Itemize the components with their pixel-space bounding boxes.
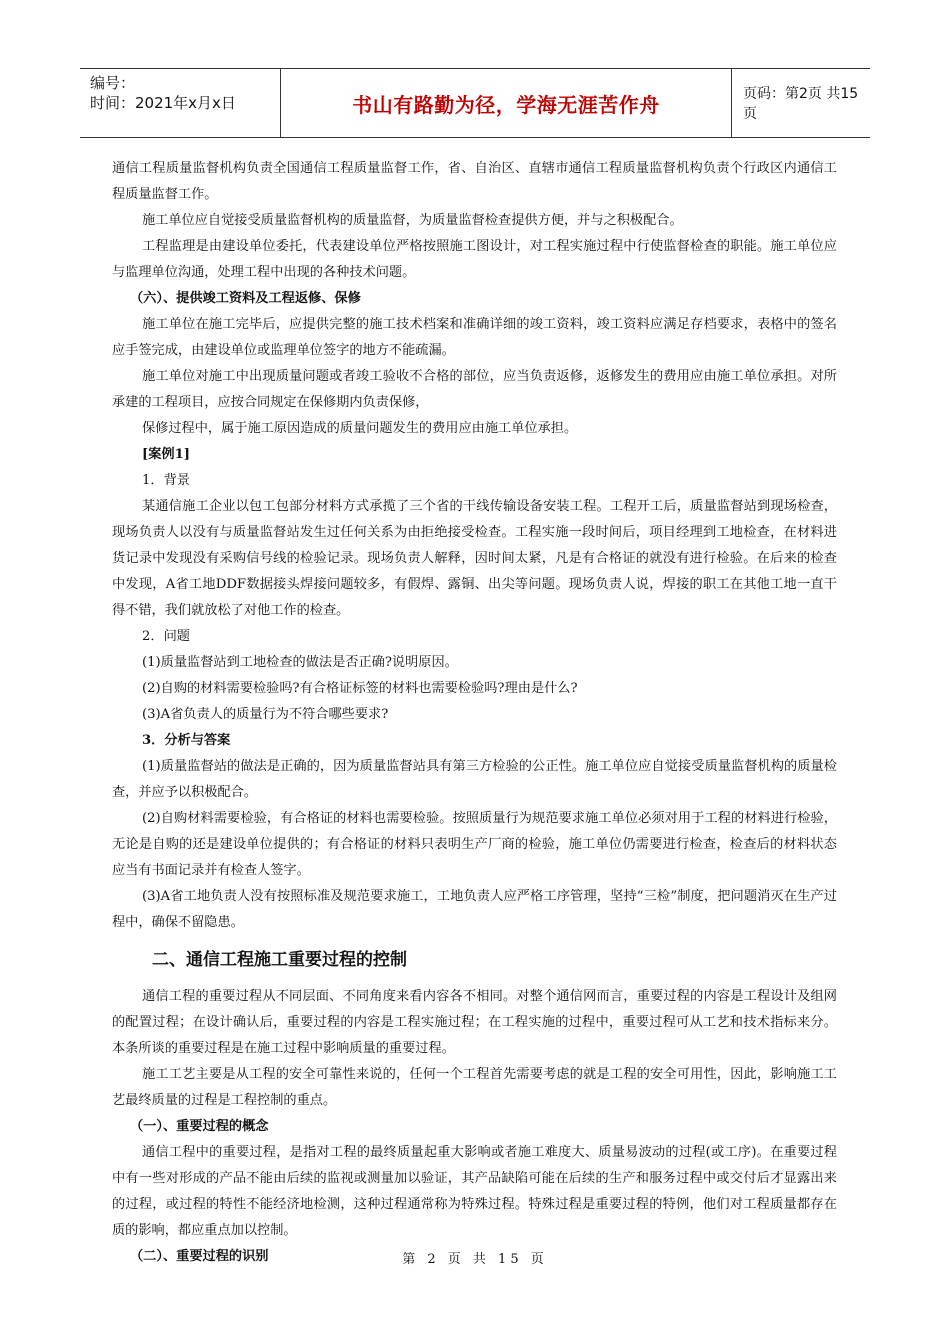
answer-title: 3．分析与答案 — [142, 733, 231, 748]
footer-page-number: 第 2 页 共 15 页 — [402, 1252, 548, 1267]
document-header — [80, 68, 870, 138]
subheading-6: （六）、提供竣工资料及工程返修、保修 — [130, 291, 361, 306]
section-title: 二、通信工程施工重要过程的控制 — [152, 950, 407, 970]
header-motto: 书山有路勤为径，学海无涯苦作舟 — [352, 92, 660, 117]
background-title: 1．背景 — [142, 473, 190, 488]
paragraph: 施工工艺主要是从工程的安全可靠性来说的，任何一个工程首先需要考虑的就是工程的安全可用性，因此，影响施工工艺最终质量的过程是工程控制的重点。 — [112, 1067, 837, 1108]
question-item: (1)质量监督站到工地检查的做法是否正确?说明原因。 — [142, 655, 458, 670]
paragraph: 工程监理是由建设单位委托，代表建设单位严格按照施工图设计，对工程实施过程中行使监督检查的职能。施工单位应与监理单位沟通，处理工程中出现的各种技术问题。 — [112, 239, 837, 280]
paragraph: 通信工程的重要过程从不同层面、不同角度来看内容各不相同。对整个通信网而言，重要过程的内容是工程设计及组网的配置过程；在设计确认后，重要过程的内容是工程实施过程；在工程实施的过程中，重要过程可从工艺和技术指标来分。本条所谈的重要过程是在施工过程中影响质量的重要过程。 — [112, 989, 837, 1056]
paragraph: 通信工程中的重要过程，是指对工程的最终质量起重大影响或者施工难度大、质量易波动的过程(或工序)。在重要过程中有一些对形成的产品不能由后续的监视或测量加以验证，其产品缺陷可能在后续的生产和服务过程中或交付后才显露出来的过程，或过程的特性不能经济地检测，这种过程通常称为特殊过程。特殊过程是重要过程的特例，他们对工程质量都存在质的影响，都应重点加以控制。 — [112, 1145, 837, 1238]
answer-item: (2)自购材料需要检验，有合格证的材料也需要检验。按照质量行为规范要求施工单位必须对用于工程的材料进行检验，无论是自购的还是建设单位提供的；有合格证的材料只表明生产厂商的检验，施工单位仍需要进行检查，检查后的材料状态应当有书面记录并有检查人签字。 — [112, 811, 837, 878]
question-item: (3)A省负责人的质量行为不符合哪些要求? — [142, 707, 389, 722]
paragraph: 施工单位对施工中出现质量问题或者竣工验收不合格的部位，应当负责返修，返修发生的费用应由施工单位承担。对所承建的工程项目，应按合同规定在保修期内负责保修， — [112, 369, 837, 410]
subheading-1: （一）、重要过程的概念 — [130, 1119, 269, 1134]
page-footer — [0, 1248, 950, 1267]
header-page-info: 页码：第2页 共15页 — [743, 86, 859, 122]
paragraph: 施工单位应自觉接受质量监督机构的质量监督，为质量监督检查提供方便，并与之积极配合。 — [142, 213, 683, 228]
paragraph: 施工单位在施工完毕后，应提供完整的施工技术档案和准确详细的竣工资料，竣工资料应满足存档要求，表格中的签名应手签完成，由建设单位或监理单位签字的地方不能疏漏。 — [112, 317, 837, 358]
paragraph: 通信工程质量监督机构负责全国通信工程质量监督工作，省、自治区、直辖市通信工程质量监督机构负责个行政区内通信工程质量监督工作。 — [112, 161, 837, 202]
paragraph: 保修过程中，属于施工原因造成的质量问题发生的费用应由施工单位承担。 — [142, 421, 578, 436]
question-title: 2．问题 — [142, 629, 190, 644]
paragraph: 某通信施工企业以包工包部分材料方式承揽了三个省的干线传输设备安装工程。工程开工后，质量监督站到现场检查，现场负责人以没有与质量监督站发生过任何关系为由拒绝接受检查。工程实施一段时间后，项目经理到工地检查，在材料进货记录中发现没有采购信号线的检验记录。现场负责人解释，因时间太紧，凡是有合格证的就没有进行检验。在后来的检查中发现，A省工地DDF数据接头焊接问题较多，有假焊、露铜、出尖等问题。现场负责人说，焊接的职工在其他工地一直干得不错，我们就放松了对他工作的检查。 — [112, 499, 837, 618]
subheading-2: （二）、重要过程的识别 — [130, 1249, 269, 1264]
question-item: (2)自购的材料需要检验吗?有合格证标签的材料也需要检验吗?理由是什么? — [142, 681, 578, 696]
header-motto-cell — [280, 69, 732, 137]
answer-item: (1)质量监督站的做法是正确的，因为质量监督站具有第三方检验的公正性。施工单位应自觉接受质量监督机构的质量检查，并应予以积极配合。 — [112, 759, 837, 800]
header-page-cell — [731, 69, 870, 137]
header-date: 时间：2021年x月x日 — [90, 94, 236, 112]
header-meta — [80, 69, 280, 137]
document-body — [112, 156, 837, 1270]
case-title: [案例1] — [142, 447, 191, 462]
answer-item: (3)A省工地负责人没有按照标准及规范要求施工，工地负责人应严格工序管理，坚持“三检”制度，把问题消灭在生产过程中，确保不留隐患。 — [112, 889, 837, 930]
header-number: 编号： — [90, 74, 136, 92]
